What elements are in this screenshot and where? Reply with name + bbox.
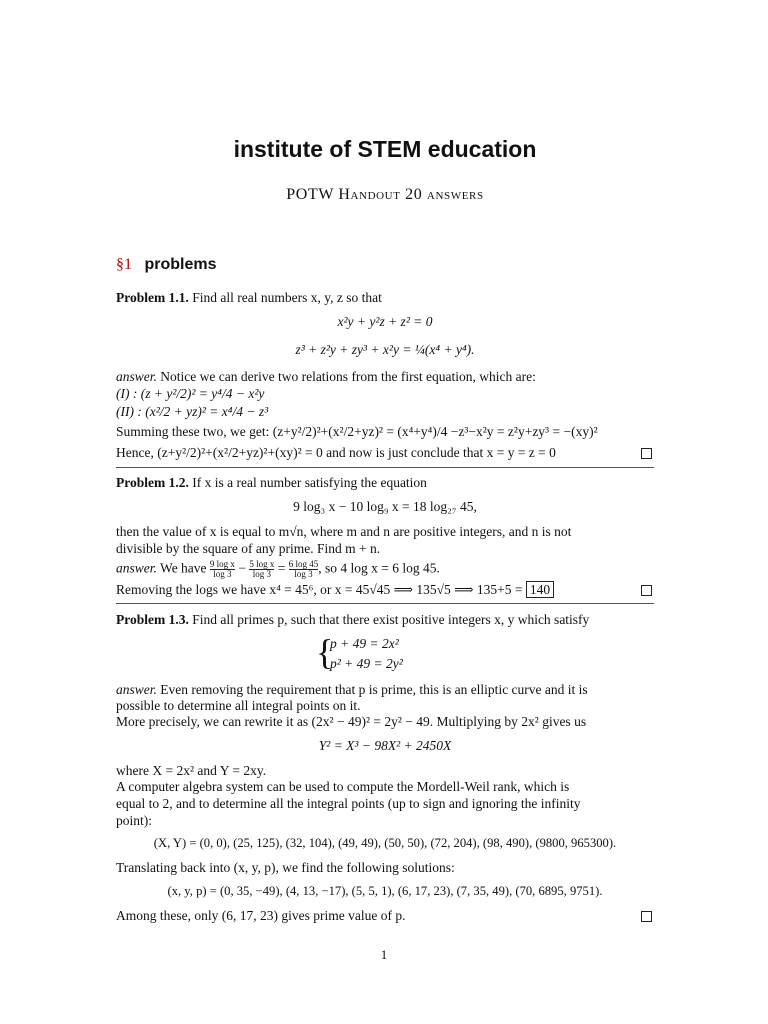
equation-system <box>316 632 456 672</box>
problem-text: Find all primes p, such that there exist positive integers x, y which satisfy <box>192 612 590 627</box>
equation: 9 log₃ x − 10 log₉ x = 18 log₂₇ 45, <box>293 499 477 514</box>
answer-text-line: where X = 2x² and Y = 2xy. <box>116 763 267 778</box>
section-heading <box>116 256 216 274</box>
solutions: (x, y, p) = (0, 35, −49), (4, 13, −17), (5, 5, 1), (6, 17, 23), (7, 35, 49), (70, 6895, 9751). <box>167 884 603 898</box>
relation-ii: (II) : (x²/2 + yz)² = x⁴/4 − z³ <box>116 404 269 419</box>
curve-equation: Y² = X³ − 98X² + 2450X <box>318 738 452 753</box>
conclusion-line: Hence, (z+y²/2)²+(x²/2+yz)²+(xy)² = 0 and now is just conclude that x = y = z = 0 <box>116 445 556 460</box>
problem-label: Problem 1.3. <box>116 612 189 627</box>
answer-line: answer. We have $\frac{\text{9 log x}}{\log 3}$ − $\frac{\text{5 log x}}{\log 3}$ = $\frac{6 \log 45}{\log 3}$ , so 4 log x = 6 log 45. <box>116 559 440 579</box>
final-answer-box: 140 <box>526 581 554 598</box>
logs-line <box>116 582 654 598</box>
section-title: problems <box>144 256 217 273</box>
relation-i: (I) : (z + y²/2)² = y⁴/4 − x²y <box>116 386 265 401</box>
numerator: 5 log x <box>249 559 275 569</box>
numerator: 6 log 45 <box>288 559 319 569</box>
sum-line: Summing these two, we get: (z+y²/2)²+(x²/2+yz)² = (x⁴+y⁴)/4 −z³−x²y = z²y+zy³ = −(xy)² <box>116 424 598 439</box>
answer-text-line: A computer algebra system can be used to compute the Mordell-Weil rank, which is <box>116 779 570 794</box>
equation: x²y + y²z + z² = 0 <box>337 314 433 329</box>
answer-label: answer. <box>116 682 157 697</box>
document-title: institute of STEM education <box>233 136 537 162</box>
equation: p + 49 = 2x² <box>330 636 399 651</box>
answer-text-line: Translating back into (x, y, p), we find the following solutions: <box>116 860 455 875</box>
answer-text: Even removing the requirement that p is prime, this is an elliptic curve and it is <box>160 682 588 697</box>
left-brace-icon: { <box>316 632 334 672</box>
section-number: §1 <box>116 256 132 273</box>
denominator: log 3 <box>210 569 235 579</box>
numerator: 9 log x <box>209 559 235 569</box>
answer-intro <box>116 369 654 385</box>
answer-label: answer. <box>116 369 157 384</box>
problem-label: Problem 1.1. <box>116 290 189 305</box>
divider <box>116 467 654 468</box>
integral-points: (X, Y) = (0, 0), (25, 125), (32, 104), (49, 49), (50, 50), (72, 204), (98, 490), (9800, 965300). <box>153 836 617 850</box>
problem-text: If x is a real number satisfying the equation <box>192 475 427 490</box>
answer-text-line: equal to 2, and to determine all the integral points (up to sign and ignoring the infinity <box>116 796 581 811</box>
answer-text: , so 4 log x = 6 log 45. <box>318 560 440 576</box>
qed-square-icon <box>641 585 652 596</box>
denominator: log 3 <box>289 569 319 579</box>
problem-1-2-statement <box>116 475 654 491</box>
denominator: log 3 <box>249 569 274 579</box>
problem-1-3-statement <box>116 612 654 628</box>
answer-text-line: point): <box>116 813 152 828</box>
answer-text-line: More precisely, we can rewrite it as (2x² − 49)² = 2y² − 49. Multiplying by 2x² gives us <box>116 714 587 729</box>
answer-text-line: Among these, only (6, 17, 23) gives prime value of p. <box>116 908 406 923</box>
qed-square-icon <box>641 911 652 922</box>
problem-text-line: then the value of x is equal to m√n, where m and n are positive integers, and n is not <box>116 524 572 539</box>
fraction <box>210 560 235 579</box>
problem-text: Find all real numbers x, y, z so that <box>192 290 382 305</box>
fraction <box>249 560 274 579</box>
fraction <box>289 560 319 579</box>
divider <box>116 603 654 604</box>
answer-text: Notice we can derive two relations from the first equation, which are: <box>160 369 536 384</box>
answer-text: We have <box>160 560 207 576</box>
logs-text: Removing the logs we have x⁴ = 45⁶, or x = 45√45 ⟹ 135√5 ⟹ 135+5 = <box>116 582 523 597</box>
answer-text-line: possible to determine all integral points on it. <box>116 698 361 713</box>
equation: z³ + z²y + zy³ + x²y = ¼(x⁴ + y⁴). <box>295 342 475 357</box>
page-number: 1 <box>380 947 388 962</box>
answer-label: answer. <box>116 560 157 576</box>
problem-text-line: divisible by the square of any prime. Find m + n. <box>116 541 381 556</box>
answer-line <box>116 682 654 698</box>
problem-label: Problem 1.2. <box>116 475 189 490</box>
document-subtitle: POTW Handout 20 answers <box>286 186 484 203</box>
problem-1-1-statement <box>116 290 654 306</box>
equation: p² + 49 = 2y² <box>330 656 403 671</box>
qed-square-icon <box>641 448 652 459</box>
